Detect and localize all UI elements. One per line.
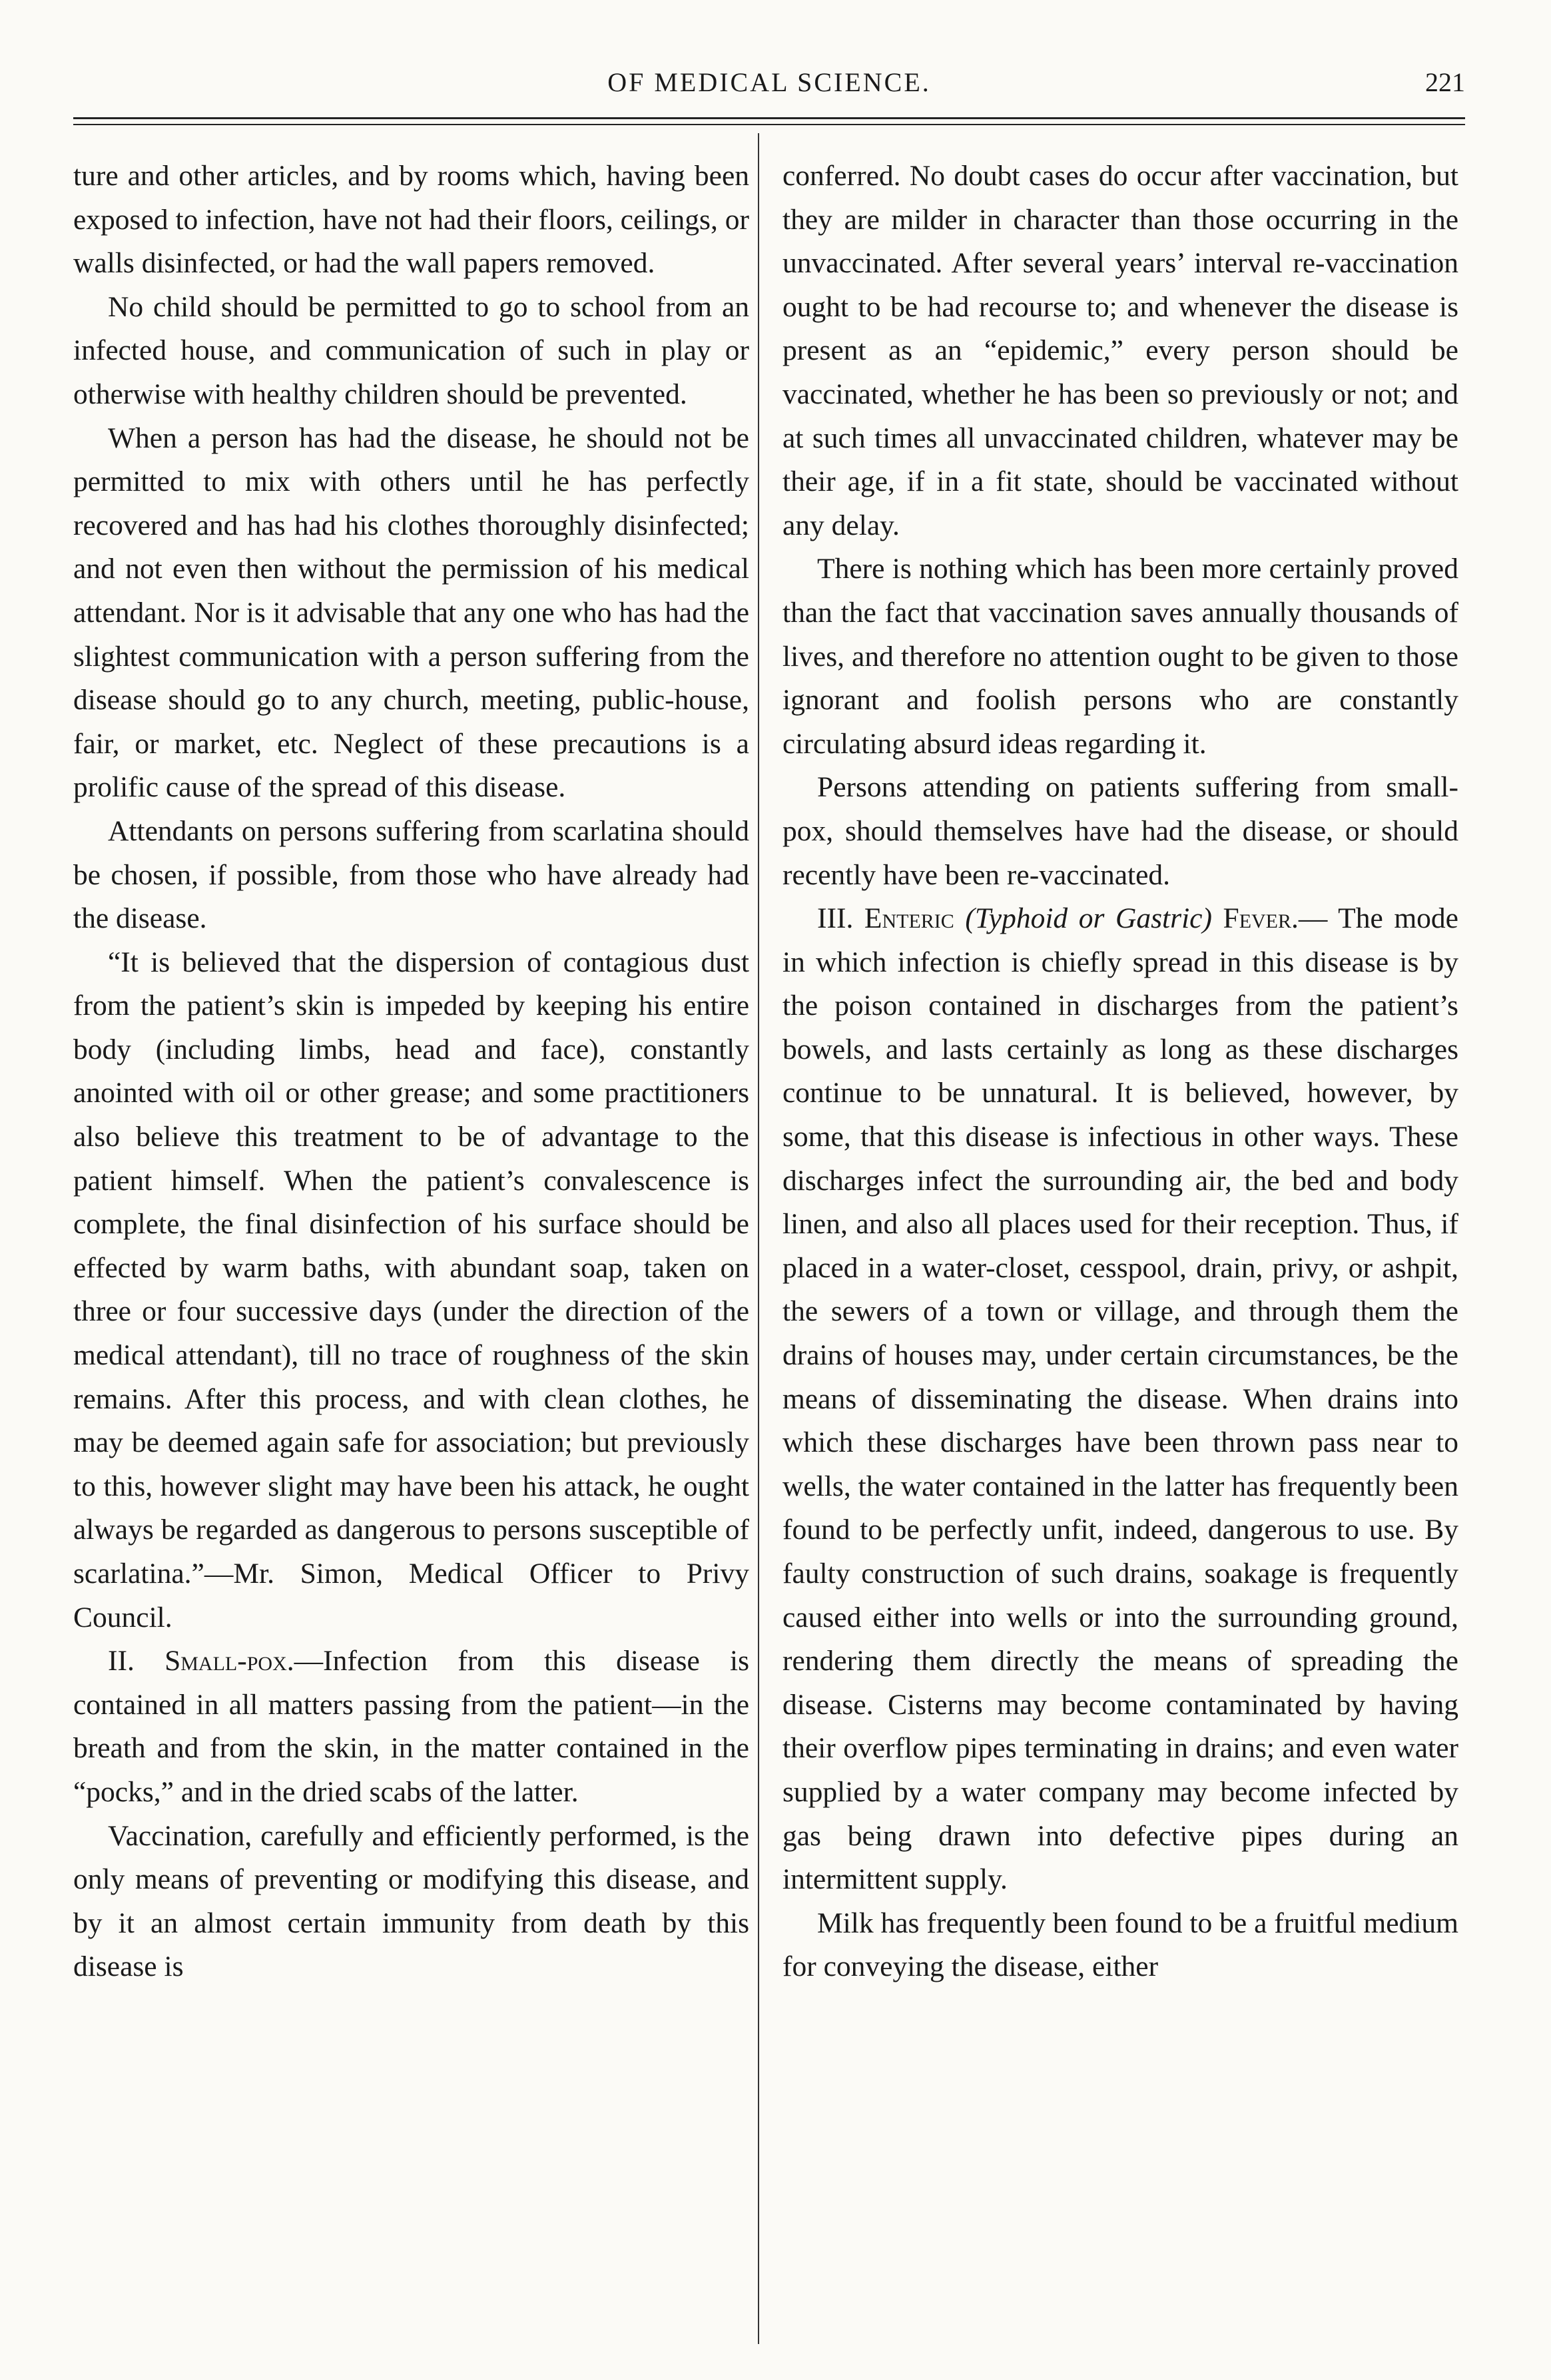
section-number: II.: [108, 1645, 165, 1677]
paragraph: Vaccination, carefully and efficiently performed, is the only means of preventing or modifying this disease, and by it an almost certain immunity from death by this disease is: [73, 1819, 749, 1983]
paragraph-body: Infection from this disease is contained in all matters passing from the patient—in the breath and from the skin, in the matter contained in the “pocks,” and in the dried scabs of the latter.: [73, 1645, 749, 1808]
page-header: [73, 67, 1465, 113]
paragraph: There is nothing which has been more certainly proved than the fact that vaccination saves annually thousands of lives, and therefore no attention ought to be given to those ignorant and foolish persons who are constantly circulating absurd ideas regarding it.: [782, 553, 1458, 760]
section-heading-tail: Fever.—: [1223, 902, 1328, 935]
right-column: [782, 154, 1458, 1989]
paragraph: ture and other articles, and by rooms which, having been exposed to infection, have not had their floors, ceilings, or walls disinfected, or had the wall papers removed.: [73, 160, 749, 280]
section-number: III.: [817, 902, 864, 935]
paragraph: conferred. No doubt cases do occur after vaccination, but they are milder in character than those occurring in the unvaccinated. After several years’ interval re-vaccination ought to be had recourse to; and whenever the disease is present as an “epidemic,” every person should be vaccinated, whether he has been so previously or not; and at such times all unvaccinated children, whatever may be their age, if in a fit state, should be vaccinated without any delay.: [782, 160, 1458, 541]
section-heading-italic: (Typhoid or Gastric): [965, 902, 1212, 935]
paragraph: Milk has frequently been found to be a fruitful medium for conveying the disease, either: [782, 1907, 1458, 1983]
paragraph-small-pox: [73, 1639, 749, 1814]
section-heading: Small-pox.—: [164, 1645, 324, 1677]
paragraph: “It is believed that the dispersion of contagious dust from the patient’s skin is impeded by keeping his entire body (including limbs, head and face), constantly anointed with oil or other grease; and some practitioners also believe this treatment to be of advantage to the patient himself. When the patient’s convalescence is complete, the final disinfection of his surface should be effected by warm baths, with abundant soap, taken on three or four successive days (under the direction of the medical attendant), till no trace of roughness of the skin remains. After this process, and with clean clothes, he may be deemed again safe for association; but previously to this, however slight may have been his attack, he ought always be regarded as dangerous to persons susceptible of scarlatina.”—Mr. Simon, Medical Officer to Privy Council.: [73, 946, 749, 1634]
paragraph-enteric-fever: [782, 897, 1458, 1902]
running-title: OF MEDICAL SCIENCE.: [607, 67, 931, 97]
paragraph: Attendants on persons suffering from scarlatina should be chosen, if possible, from those who have already had the disease.: [73, 814, 749, 935]
header-rule-thin: [73, 124, 1465, 125]
section-heading: Enteric: [864, 902, 954, 935]
column-divider: [758, 133, 759, 2344]
left-column: [73, 154, 749, 1989]
paragraph: No child should be permitted to go to school from an infected house, and communication of such in play or otherwise with healthy children should be prevented.: [73, 290, 749, 410]
paragraph: Persons attending on patients suffering from small-pox, should themselves have had the disease, or should recently have been re-vaccinated.: [782, 771, 1458, 891]
paragraph: When a person has had the disease, he should not be permitted to mix with others until he has perfectly recovered and has had his clothes thoroughly disinfected; and not even then without the permission of his medical attendant. Nor is it advisable that any one who has had the slightest communication with a person suffering from the disease should go to any church, meeting, public-house, fair, or market, etc. Neglect of these precautions is a prolific cause of the spread of this disease.: [73, 422, 749, 804]
paragraph-body: The mode in which infection is chiefly spread in this disease is by the poison contained in discharges from the patient’s bowels, and lasts certainly as long as these discharges continue to be unnatural. It is believed, however, by some, that this disease is infectious in other ways. These discharges infect the surrounding air, the bed and body linen, and also all places used for their reception. Thus, if placed in a water-closet, cesspool, drain, privy, or ashpit, the sewers of a town or village, and through them the drains of houses may, under certain circumstances, be the means of disseminating the disease. When drains into which these discharges have been thrown pass near to wells, the water contained in the latter has frequently been found to be perfectly unfit, indeed, dangerous to use. By faulty construction of such drains, soakage is frequently caused either into wells or into the surrounding ground, rendering them directly the means of spreading the disease. Cisterns may become contaminated by having their overflow pipes terminating in drains; and even water supplied by a water company may become infected by gas being drawn into defective pipes during an intermittent supply.: [782, 902, 1458, 1896]
page-number: 221: [1425, 67, 1465, 97]
header-rule: [73, 117, 1465, 119]
